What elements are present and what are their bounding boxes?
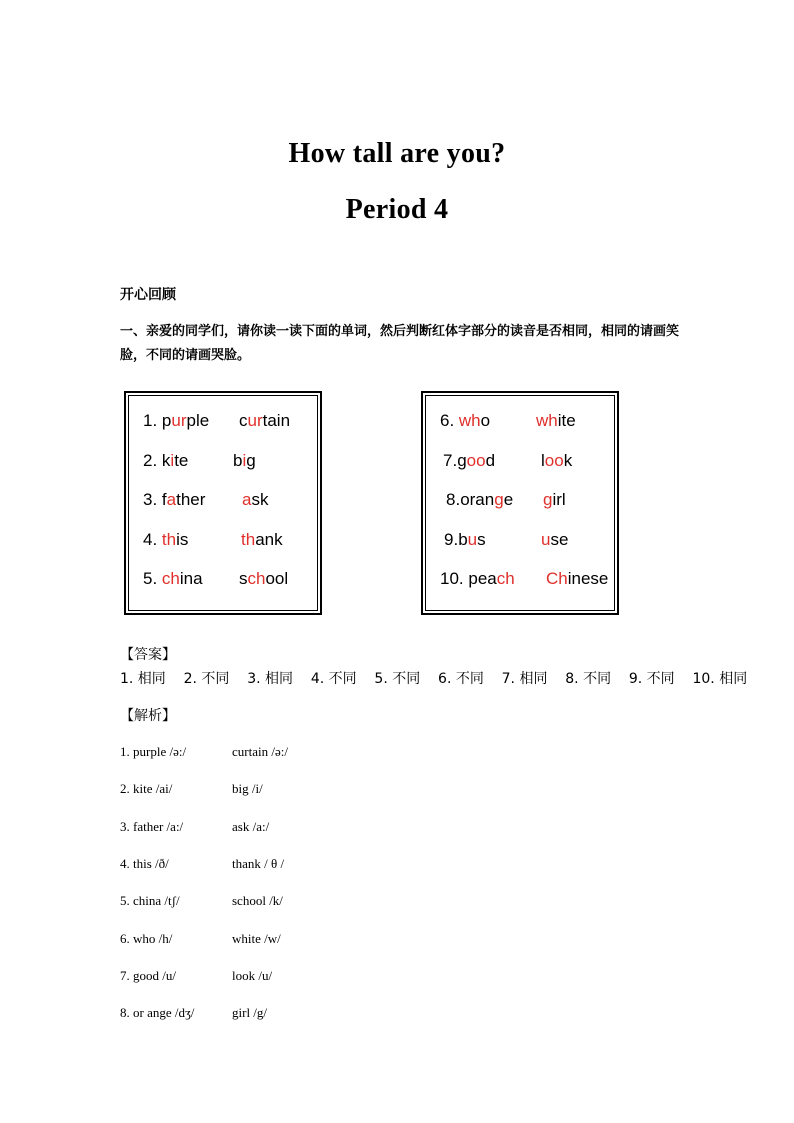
analysis-left: 5. china /tʃ/ [120, 893, 180, 909]
item-number: 9. [444, 529, 459, 549]
word-part: k [161, 450, 171, 470]
item-number: 8. [446, 490, 461, 509]
analysis-right: big /i/ [232, 781, 263, 797]
highlight-letters: ch [161, 569, 180, 588]
analysis-left: 2. kite /ai/ [120, 781, 173, 797]
answer-label: 【答案】 [120, 647, 176, 663]
analysis-left: 6. who /h/ [120, 930, 173, 946]
analysis-left: 1. purple /ə:/ [120, 744, 187, 759]
word-part: b [458, 529, 468, 549]
word-part: e [503, 490, 514, 509]
instruction-text: 一、亲爱的同学们，请你读一读下面的单词，然后判断红体字部分的读音是否相同，相同的请画笑脸，不同的请画哭脸。 [120, 324, 680, 363]
item-number: 6. [440, 411, 459, 430]
highlight-letters: a [242, 490, 252, 509]
word-part: oran [460, 490, 495, 509]
highlight-letters: ur [247, 411, 263, 430]
highlight-letters: a [166, 490, 177, 509]
word-part: se [550, 529, 569, 549]
word-second [239, 409, 290, 433]
word-second [546, 567, 608, 591]
word-row [426, 488, 614, 512]
word-part: b [233, 450, 243, 470]
word-part: f [161, 490, 167, 509]
analysis-right: ask /a:/ [232, 818, 270, 834]
page-subtitle: Period 4 [345, 194, 449, 225]
analysis-left: 3. father /a:/ [120, 818, 184, 834]
word-second [241, 528, 283, 552]
answer-line [120, 643, 748, 691]
word-first [446, 488, 513, 512]
word-part: inese [567, 569, 609, 588]
analysis-left: 7. good /u/ [120, 967, 176, 983]
item-number: 4. [143, 529, 162, 549]
word-second [541, 449, 572, 473]
highlight-letters: oo [466, 450, 486, 470]
highlight-letters: Ch [546, 569, 568, 588]
word-part: o [480, 411, 491, 430]
word-second [242, 488, 268, 512]
word-first [143, 528, 188, 552]
highlight-letters: g [543, 490, 553, 509]
word-part: ite [557, 411, 576, 430]
word-part: s [477, 529, 486, 549]
analysis-right: girl /g/ [232, 1005, 268, 1021]
word-second [543, 488, 566, 512]
word-first [440, 567, 515, 591]
highlight-letters: u [541, 529, 551, 549]
word-part: ool [265, 569, 289, 588]
word-table-right [421, 391, 619, 615]
word-part: is [176, 529, 189, 549]
word-first [440, 409, 490, 433]
word-first [143, 449, 188, 473]
word-first [143, 488, 205, 512]
highlight-letters: ur [171, 411, 187, 430]
analysis-right: look /u/ [232, 967, 273, 983]
highlight-letters: th [161, 529, 177, 549]
highlight-letters: ch [496, 569, 515, 588]
highlight-letters: wh [536, 411, 558, 430]
analysis-right: school /k/ [232, 893, 283, 909]
item-number: 7. [443, 450, 458, 470]
word-row [129, 528, 317, 552]
highlight-letters: th [241, 529, 256, 549]
word-part: k [563, 450, 573, 470]
item-number: 1. [143, 411, 162, 430]
word-first [143, 567, 203, 591]
word-part: l [541, 450, 545, 470]
word-part: sk [251, 490, 269, 509]
highlight-letters: wh [458, 411, 481, 430]
highlight-letters: i [242, 450, 247, 470]
word-part: ank [255, 529, 283, 549]
word-row [426, 567, 614, 591]
word-row [129, 567, 317, 591]
word-first [143, 409, 209, 433]
word-first [443, 449, 495, 473]
analysis-left: 4. this /ð/ [120, 855, 169, 871]
analysis-right: curtain /ə:/ [232, 744, 288, 759]
item-number: 3. [143, 490, 162, 509]
analysis-left: 8. or ange /dʒ/ [120, 1005, 195, 1021]
item-number: 5. [143, 569, 162, 588]
highlight-letters: u [467, 529, 478, 549]
word-row [129, 449, 317, 473]
section-heading: 开心回顾 [120, 287, 176, 303]
highlight-letters: g [494, 490, 504, 509]
word-part: te [174, 450, 189, 470]
highlight-letters: i [170, 450, 175, 470]
item-number: 10. [440, 569, 469, 588]
word-part: g [457, 450, 467, 470]
word-second [233, 449, 256, 473]
word-part: c [239, 411, 248, 430]
word-first [444, 528, 486, 552]
analysis-label: 【解析】 [120, 708, 176, 724]
word-row [426, 409, 614, 433]
word-part: g [246, 450, 256, 470]
word-part: ple [186, 411, 210, 430]
word-second [541, 528, 568, 552]
word-row [426, 528, 614, 552]
highlight-letters: ch [247, 569, 266, 588]
word-row [426, 449, 614, 473]
word-part: tain [262, 411, 291, 430]
analysis-right: white /w/ [232, 930, 281, 946]
word-part: ina [179, 569, 203, 588]
word-part: pea [468, 569, 497, 588]
item-number: 2. [143, 450, 162, 470]
page-title: How tall are you? [288, 138, 506, 169]
answer-text: 1. 相同 2. 不同 3. 相同 4. 不同 5. 不同 6. 不同 7. 相同 8. 不同 9. 不同 10. 相同 [120, 671, 748, 687]
word-part: ther [176, 490, 206, 509]
highlight-letters: oo [544, 450, 564, 470]
word-second [239, 567, 288, 591]
word-part: d [485, 450, 496, 470]
word-part: irl [552, 490, 566, 509]
analysis-right: thank / θ / [232, 855, 285, 871]
word-row [129, 488, 317, 512]
word-part: s [239, 569, 248, 588]
word-row [129, 409, 317, 433]
word-table-left [124, 391, 322, 615]
word-second [536, 409, 576, 433]
word-part: p [161, 411, 172, 430]
